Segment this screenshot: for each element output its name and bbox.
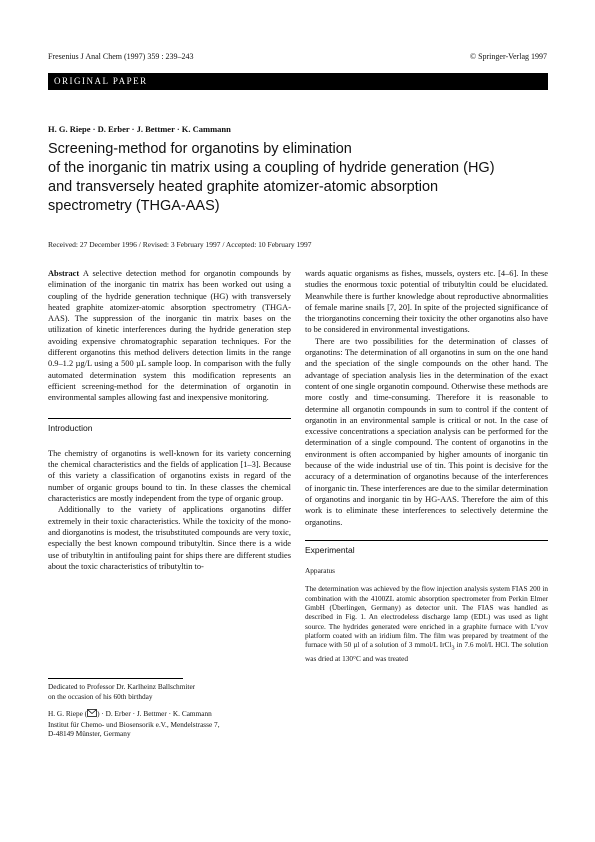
abstract-text: A selective detection method for organotin compounds by elimination of the inorganic tin matrix has been worked out using a coupling of the hydride generation technique (HG) with transversely heated graphite atomizer-atomic absorption spectrometry (THGA-AAS). The suppression of the inorganic tin matrix bases on the utilization of kinetic interferences during the hydride generation step avoiding expensive chromatographic separation techniques. For the different organotins this method delivers detection limits in the range 0.9–1.2 µg/L using a 500 µL sample loop. In comparison with the fully automated determination system this modification represents an efficient screening-method for the determination of organotin in environmental samples allowing fast and inexpensive monitoring. [48,269,291,403]
paragraph: There are two possibilities for the determination of classes of organotins: The determination of all organotins in sum on the one hand and the speciation of the single compounds on the other hand. The advantage of speciation analysis lies in the determination of the exact content of one single organotin compound. Otherwise these methods are more costly and time-consuming. Therefore it is reasonable to determine all organotin compounds in sum to control if the content of organotin in an environmental sample is critical or not. In the case of excessive concentrations a speciation analysis can be performed for the determination of a single compound. The content of organotins in the environment is often accompanied by higher amounts of inorganic tin because of the wide industrial use of tin. This point is decisive for the accuracy of a determination of organotins because of the interferences of inorganic tin. These interferences are due to the similar determination of organotins and inorganic tin by HG-AAS. Therefore the aim of this work is to eliminate these interferences to selectively determine the organotins. [305,336,548,527]
title-line: spectrometry (THGA-AAS) [48,198,220,214]
copyright-notice: © Springer-Verlag 1997 [469,52,547,61]
section-heading-introduction: Introduction [48,422,93,433]
received-dates: Received: 27 December 1996 / Revised: 3 February 1997 / Accepted: 10 February 1997 [48,240,312,249]
paragraph: wards aquatic organisms as fishes, mussels, oysters etc. [4–6]. In these studies the enormous toxic potential of tributyltin could be elucidated. Meanwhile there is further knowledge about reproductive abnormalities of female marine snails [7, 20]. In spite of the projected significance of the triorganotins concerning their toxicity the other organotins also have to be considered in environmental investigations. [305,269,548,335]
paper-title [48,140,558,216]
paragraph: Additionally to the variety of applications organotins differ extremely in their toxic characteristics. While the toxicity of the mono- and diorganotins is modest, the trisubstituted compounds are very toxic, especially the best known compound tributyltin. Since there is a wide use of tributyltin in antifouling paint for ships there are different studies about the toxic characteristics of tributyltin to- [48,505,291,571]
section-divider [48,418,291,419]
abstract [48,268,291,404]
title-line: of the inorganic tin matrix using a coupling of hydride generation (HG) [48,160,495,176]
title-line: and transversely heated graphite atomizer-atomic absorption [48,179,439,195]
address: D-48149 Münster, Germany [48,729,131,738]
section-divider [305,540,548,541]
dedication: Dedicated to Professor Dr. Karlheinz Ballschmiter [48,682,196,691]
title-line: Screening-method for organotins by elimination [48,141,352,157]
right-column [305,268,548,663]
paragraph: The determination was achieved by the flow injection analysis system FIAS 200 in combination with the 4100ZL atomic absorption spectrometer from Perkin Elmer GmbH (Überlingen, Germany) as detector unit. The FIAS was handled as described in Fig. 1. An electrodeless discharge lamp (EDL) was used as light source. The hydrides generated were enriched in a graphite furnace with L’vov platform coated with an iridium film. The film was prepared by treatment of the furnace with 50 µl of a solution of 3 mmol/L IrCl$_3$ in 7.6 mol/L HCl. The solution was dried at 130°C and was treated [305,584,548,663]
journal-citation: Fresenius J Anal Chem (1997) 359 : 239–243 [48,52,194,61]
footnote-rule [48,678,183,679]
dedication: on the occasion of his 60th birthday [48,691,153,701]
subsection-heading-apparatus: Apparatus [305,566,335,576]
author-list: H. G. Riepe · D. Erber · J. Bettmer · K. Cammann [48,124,231,134]
paragraph: The chemistry of organotins is well-known for its variety concerning the chemical characteristics and the fields of application [1–3]. Because of this variety a classification of organotins exists in regard of the number of organic groups bound to tin. In these classes the chemical characteristics are mostly independent from the type of organic group. [48,448,291,504]
section-heading-experimental: Experimental [305,544,355,555]
left-column [48,268,291,572]
envelope-icon [87,709,97,720]
footnote [48,678,291,739]
abstract-label: Abstract [48,269,80,278]
address: Institut für Chemo- und Biosensorik e.V., Mendelstrasse 7, [48,719,220,729]
author-affiliation: H. G. Riepe ( ) · D. Erber · J. Bettmer · K. Cammann [48,709,212,718]
article-type-banner: ORIGINAL PAPER [48,73,548,90]
